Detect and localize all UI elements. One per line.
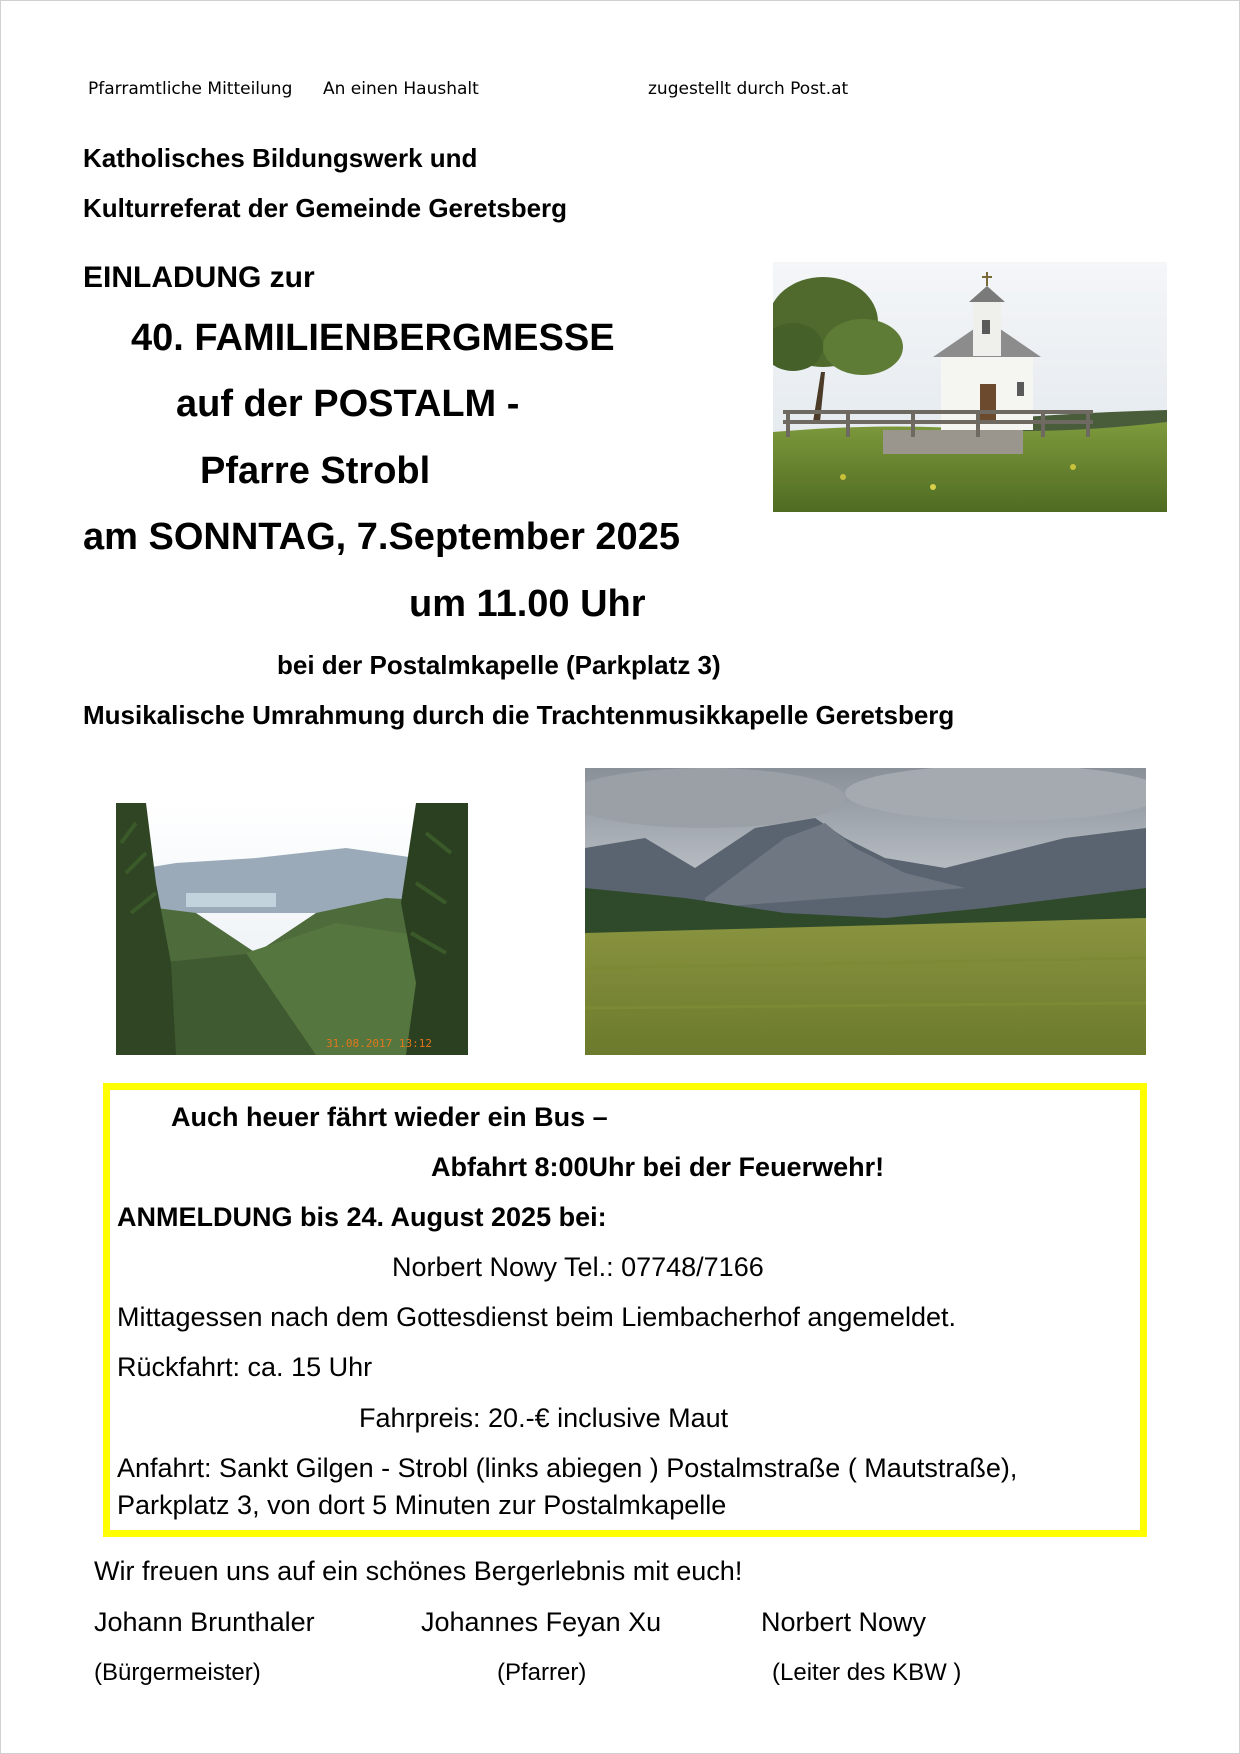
- header-pfarramt: Pfarramtliche Mitteilung: [88, 79, 293, 99]
- signatory-name: Norbert Nowy: [761, 1607, 927, 1637]
- registration-contact: Norbert Nowy Tel.: 07748/7166: [392, 1252, 764, 1282]
- event-music: Musikalische Umrahmung durch die Trachtenmusikkapelle Geretsberg: [83, 700, 955, 730]
- organizer-line-2: Kulturreferat der Gemeinde Geretsberg: [83, 193, 568, 223]
- bus-departure: Abfahrt 8:00Uhr bei der Feuerwehr!: [431, 1152, 885, 1182]
- registration-deadline: ANMELDUNG bis 24. August 2025 bei:: [117, 1202, 607, 1232]
- signatory-role: (Pfarrer): [497, 1659, 587, 1686]
- header-post: zugestellt durch Post.at: [648, 79, 849, 99]
- valley-photo: [116, 803, 468, 1055]
- signatory-name: Johann Brunthaler: [94, 1607, 315, 1637]
- event-date: am SONNTAG, 7.September 2025: [83, 516, 680, 558]
- route-info-line-2: Parkplatz 3, von dort 5 Minuten zur Postalmkapelle: [117, 1490, 727, 1520]
- route-info-line-1: Anfahrt: Sankt Gilgen - Strobl (links abiegen ) Postalmstraße ( Mautstraße),: [117, 1453, 1018, 1483]
- event-time: um 11.00 Uhr: [409, 583, 646, 625]
- event-title: 40. FAMILIENBERGMESSE: [131, 317, 615, 359]
- invitation-intro: EINLADUNG zur: [83, 261, 315, 294]
- chapel-photo: [773, 262, 1167, 512]
- closing-line: Wir freuen uns auf ein schönes Bergerlebnis mit euch!: [94, 1556, 743, 1586]
- signatory-role: (Bürgermeister): [94, 1659, 261, 1686]
- return-info: Rückfahrt: ca. 15 Uhr: [117, 1352, 373, 1382]
- fare-info: Fahrpreis: 20.-€ inclusive Maut: [359, 1403, 729, 1433]
- signatory-role: (Leiter des KBW ): [772, 1659, 962, 1686]
- mountain-photo: [585, 768, 1146, 1055]
- organizer-line-1: Katholisches Bildungswerk und: [83, 143, 478, 173]
- header-haushalt: An einen Haushalt: [323, 79, 479, 99]
- lunch-info: Mittagessen nach dem Gottesdienst beim Liembacherhof angemeldet.: [117, 1302, 956, 1332]
- event-location: auf der POSTALM -: [176, 383, 520, 425]
- event-place: bei der Postalmkapelle (Parkplatz 3): [277, 650, 721, 680]
- signatory-name: Johannes Feyan Xu: [421, 1607, 662, 1637]
- bus-announcement: Auch heuer fährt wieder ein Bus –: [171, 1102, 608, 1132]
- event-parish: Pfarre Strobl: [200, 450, 431, 492]
- photo-date-stamp: 31.08.2017 13:12: [326, 1037, 432, 1050]
